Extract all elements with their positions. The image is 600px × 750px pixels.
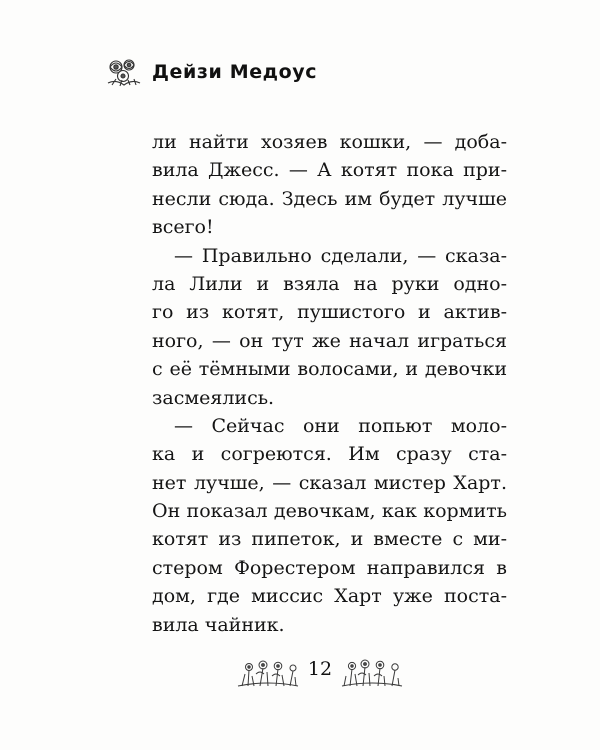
text-line: го из котят, пушистого и актив- [152,301,507,324]
text-line: ла Лили и взяла на руки одно- [152,272,507,295]
page-number: 12 [307,658,333,680]
text-line: всего! [152,216,214,239]
text-line: несли сюда. Здесь им будет лучше [152,187,507,210]
text-line: — Правильно сделали, — сказа- [174,244,507,267]
running-header [104,52,317,92]
text-line: котят из пипеток, и вместе с ми- [152,528,507,551]
grass-flowers-icon [236,654,300,690]
text-line: нет лучше, — сказал мистер Харт. [152,471,507,494]
grass-flowers-icon [340,654,404,690]
text-line: вила чайник. [152,613,285,636]
text-line: — Сейчас они попьют моло- [174,414,507,437]
book-author-title: Дейзи Медоус [152,61,318,83]
text-line: Он показал девочкам, как кормить [152,500,507,523]
text-line: ли найти хозяев кошки, — доба- [152,131,507,153]
flower-cluster-icon [104,55,144,89]
text-line: вила Джесс. — А котят пока при- [152,159,507,182]
page-footer [0,654,600,694]
text-line: засмеялись. [152,386,275,409]
text-line: дом, где миссис Харт уже поста- [152,585,507,608]
text-line: стером Форестером направился в [152,556,507,579]
page-body-text [152,128,507,639]
text-line: ного, — он тут же начал играться [152,329,507,352]
text-line: с её тёмными волосами, и девочки [152,358,507,381]
text-line: ка и согреются. Им сразу ста- [152,443,507,466]
